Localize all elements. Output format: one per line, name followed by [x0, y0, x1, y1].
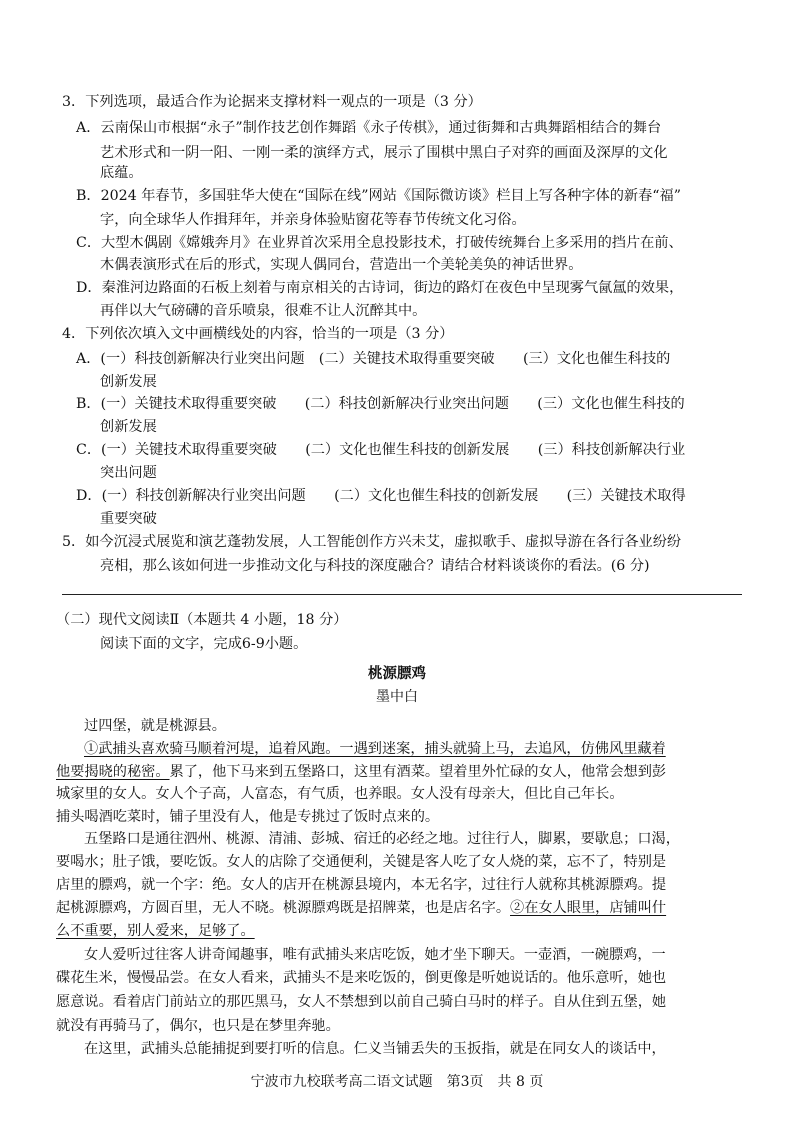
story-paragraph-1-line2: [56, 762, 666, 782]
story-paragraph-3-line3: 愿意说。看着店门前站立的那匹黑马，女人不禁想到以前自己骑白马时的样子。自从住到五堡，她: [56, 994, 667, 1010]
q3-option-c: C．大型木偶剧《嫦娥奔月》在业界首次采用全息投影技术，打破传统舞台上多采用的挡片在前、: [76, 235, 683, 251]
q4-option-b: B．(一）关键技术取得重要突破 (二）科技创新解决行业突出问题 (三）文化也催生科技的: [76, 396, 685, 412]
answer-line: [62, 594, 742, 595]
story-paragraph-2-line3: 店里的膘鸡，就一个字：绝。女人的店开在桃源县境内，本无名字，过往行人就称其桃源膘鸡。提: [56, 877, 667, 893]
story-paragraph-3-line2: 碟花生米，慢慢品尝。在女人看来，武捕头不是来吃饭的，倒更像是听她说话的。他乐意听，她也: [56, 970, 667, 986]
q4-option-a: A．(一）科技创新解决行业突出问题 (二）关键技术取得重要突破 (三）文化也催生科技的: [76, 351, 671, 367]
story-paragraph-4-line1: 在这里，武捕头总能捕捉到要打听的信息。仁义当铺丢失的玉扳指，就是在同女人的谈话中，: [84, 1041, 666, 1057]
q3-option-b: B．2024 年春节，多国驻华大使在“国际在线”网站《国际微访谈》栏目上写各种字体的新春“福”: [76, 188, 681, 204]
q4-option-d: D．(一）科技创新解决行业突出问题 (二）文化也催生科技的创新发展 (三）关键技术取得: [76, 488, 686, 504]
story-underlined-sentence-2-end: 么不重要，别人爱来，足够了。: [56, 923, 255, 939]
story-paragraph-1-line3: 城家里的女人。女人个子高，人富态，有气质，也养眼。女人没有母亲大，但比自己年长。: [56, 786, 624, 802]
story-paragraph-1-line2-rest: 累了，他下马来到五堡路口，这里有酒菜。望着里外忙碌的女人，他常会想到彭: [169, 764, 667, 780]
q5-stem-cont: 亮相，那么该如何进一步推动文化与科技的深度融合？请结合材料谈谈你的看法。(6 分): [100, 558, 650, 574]
story-paragraph-2-line4-text: 起桃源膘鸡，方圆百里，无人不晓。桃源膘鸡既是招牌菜，也是店名字。: [56, 900, 511, 916]
story-underlined-sentence-2: ②在女人眼里，店铺叫什: [510, 900, 667, 916]
q3-option-a-cont: 艺术形式和一阴一阳、一刚一柔的演绎方式，展示了围棋中黑白子对弈的画面及深厚的文化: [100, 145, 668, 161]
story-paragraph-2-line4: [56, 898, 666, 918]
story-author: 墨中白: [376, 689, 418, 705]
story-paragraph-0: 过四堡，就是桃源县。: [84, 718, 226, 734]
q4-option-a-cont: 创新发展: [100, 374, 157, 390]
section-instruction: 阅读下面的文字，完成6-9小题。: [100, 636, 308, 652]
story-title: 桃源膘鸡: [368, 665, 426, 682]
q3-option-b-cont: 字，向全球华人作揖拜年，并亲身体验贴窗花等春节传统文化习俗。: [100, 212, 526, 228]
story-underlined-sentence-1: ①武捕头喜欢骑马顺着河堤，追着风跑。一遇到迷案，捕头就骑上马，去追风，仿佛风里藏着: [84, 741, 666, 757]
story-paragraph-3-line1: 女人爱听过往客人讲奇闻趣事，唯有武捕头来店吃饭，她才坐下聊天。一壶酒，一碗膘鸡，一: [84, 947, 666, 963]
q5-stem: 5．如今沉浸式展览和演艺蓬勃发展，人工智能创作方兴未艾，虚拟歌手、虚拟导游在各行各业纷纷: [62, 534, 682, 550]
q3-option-a-cont2: 底蕴。: [100, 165, 143, 181]
story-paragraph-1-line4: 捕头喝酒吃菜时，铺子里没有人，他是专挑过了饭时点来的。: [56, 809, 440, 825]
q3-option-d: D．秦淮河边路面的石板上刻着与南京相关的古诗词，街边的路灯在夜色中呈现雾气氤氲的效果，: [76, 280, 684, 296]
q4-option-d-cont: 重要突破: [100, 511, 157, 527]
story-paragraph-2-line2: 要喝水；肚子饿，要吃饭。女人的店除了交通便利，关键是客人吃了女人烧的菜，忘不了，特别是: [56, 854, 667, 870]
q4-option-c-cont: 突出问题: [100, 465, 157, 481]
q3-option-c-cont: 木偶表演形式在后的形式，实现人偶同台，营造出一个美轮美奂的神话世界。: [100, 257, 583, 273]
story-paragraph-2-line1: 五堡路口是通往泗州、桃源、清浦、彭城、宿迁的必经之地。过往行人，脚累，要歇息；口渴，: [84, 831, 680, 847]
q3-stem: 3．下列选项，最适合作为论据来支撑材料一观点的一项是（3 分）: [62, 94, 482, 110]
page-footer: 宁波市九校联考高二语文试题 第3页 共 8 页: [250, 1074, 544, 1090]
story-underlined-sentence-1-end: 他要揭晓的秘密。: [56, 764, 170, 780]
q4-option-b-cont: 创新发展: [100, 419, 157, 435]
story-paragraph-3-line4: 就没有再骑马了，偶尔，也只是在梦里奔驰。: [56, 1018, 340, 1034]
q4-option-c: C．(一）关键技术取得重要突破 (二）文化也催生科技的创新发展 (三）科技创新解决行业: [76, 442, 686, 458]
q4-stem: 4．下列依次填入文中画横线处的内容，恰当的一项是（3 分）: [62, 326, 454, 342]
section-heading: （二）现代文阅读Ⅱ（本题共 4 小题，18 分）: [56, 612, 348, 628]
q3-option-d-cont: 再伴以大气磅礴的音乐喷泉，很难不让人沉醉其中。: [100, 303, 427, 319]
q3-option-a: A．云南保山市根据“永子”制作技艺创作舞蹈《永子传棋》，通过街舞和古典舞蹈相结合的舞台: [76, 120, 662, 136]
